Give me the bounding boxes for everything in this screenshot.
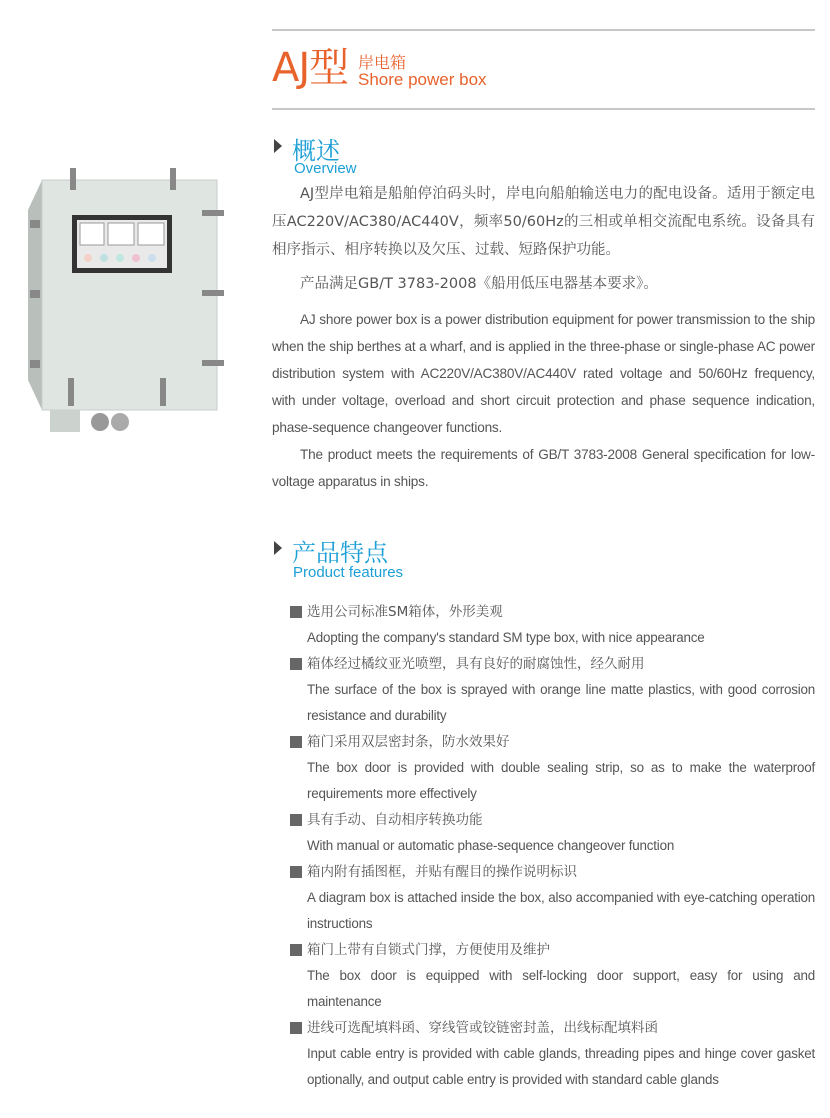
feature-item (290, 1015, 815, 1093)
feature-cn: 箱门采用双层密封条，防水效果好 (290, 729, 815, 755)
title-cn: 岸电箱 (358, 53, 407, 72)
triangle-bullet-icon (274, 139, 282, 153)
feature-cn: 箱门上带有自锁式门撑，方便使用及维护 (290, 937, 815, 963)
feature-cn: 具有手动、自动相序转换功能 (290, 807, 815, 833)
model-title: AJ型 (272, 45, 349, 91)
feature-en: The surface of the box is sprayed with orange line matte plastics, with good corrosion resistance and durability (307, 682, 815, 723)
title-en: Shore power box (358, 70, 487, 89)
feature-en: With manual or automatic phase-sequence changeover function (307, 838, 675, 853)
feature-en: Input cable entry is provided with cable glands, threading pipes and hinge cover gasket optionally, and output cable entry is provided with standard cable glands (307, 1046, 815, 1087)
overview-title-en: Overview (294, 160, 357, 177)
feature-en: Adopting the company's standard SM type box, with nice appearance (307, 630, 705, 645)
overview-cn-paragraph: AJ型岸电箱是船舶停泊码头时，岸电向船舶输送电力的配电设备。适用于额定电压AC220V/AC380/AC440V，频率50/60Hz的三相或单相交流配电系统。设备具有相序指示、相序转换以及欠压、过载、短路保护功能。 (272, 186, 815, 258)
feature-en: A diagram box is attached inside the box, also accompanied with eye-catching operation instructions (307, 890, 815, 931)
feature-item (290, 599, 815, 651)
overview-en-paragraph: The product meets the requirements of GB/T 3783-2008 General specification for low-voltage apparatus in ships. (272, 447, 815, 489)
feature-en: The box door is equipped with self-locking door support, easy for using and maintenance (307, 968, 815, 1009)
feature-list (290, 599, 815, 1093)
feature-item (290, 651, 815, 729)
feature-item (290, 807, 815, 859)
features-title-cn: 产品特点 (292, 539, 388, 567)
feature-item (290, 729, 815, 807)
feature-item (290, 937, 815, 1015)
feature-item (290, 859, 815, 937)
feature-cn: 箱体经过橘纹亚光喷塑，具有良好的耐腐蚀性，经久耐用 (290, 651, 815, 677)
shore-power-box-image (20, 150, 245, 450)
overview-cn-paragraph: 产品满足GB/T 3783-2008《船用低压电器基本要求》。 (300, 276, 658, 292)
overview-title-cn: 概述 (292, 137, 340, 165)
overview-en-paragraph: AJ shore power box is a power distribution equipment for power transmission to the ship when the ship berthes at a wharf, and is applied in the three-phase or single-phase AC power distribution system with AC220V/AC380V/AC440V rated voltage and 50/60Hz frequency, with under voltage, overload and short circuit protection and phase sequence indication, phase-sequence changeover functions. (272, 312, 815, 435)
features-title-en: Product features (293, 564, 404, 581)
triangle-bullet-icon (274, 541, 282, 555)
feature-en: The box door is provided with double sealing strip, so as to make the waterproof requirements more effectively (307, 760, 815, 801)
header-rule (272, 108, 815, 110)
feature-cn: 箱内附有插图框，并贴有醒目的操作说明标识 (290, 859, 815, 885)
top-rule (272, 29, 815, 31)
feature-cn: 选用公司标准SM箱体，外形美观 (290, 599, 815, 625)
feature-cn: 进线可选配填料函、穿线管或铰链密封盖，出线标配填料函 (290, 1015, 815, 1041)
